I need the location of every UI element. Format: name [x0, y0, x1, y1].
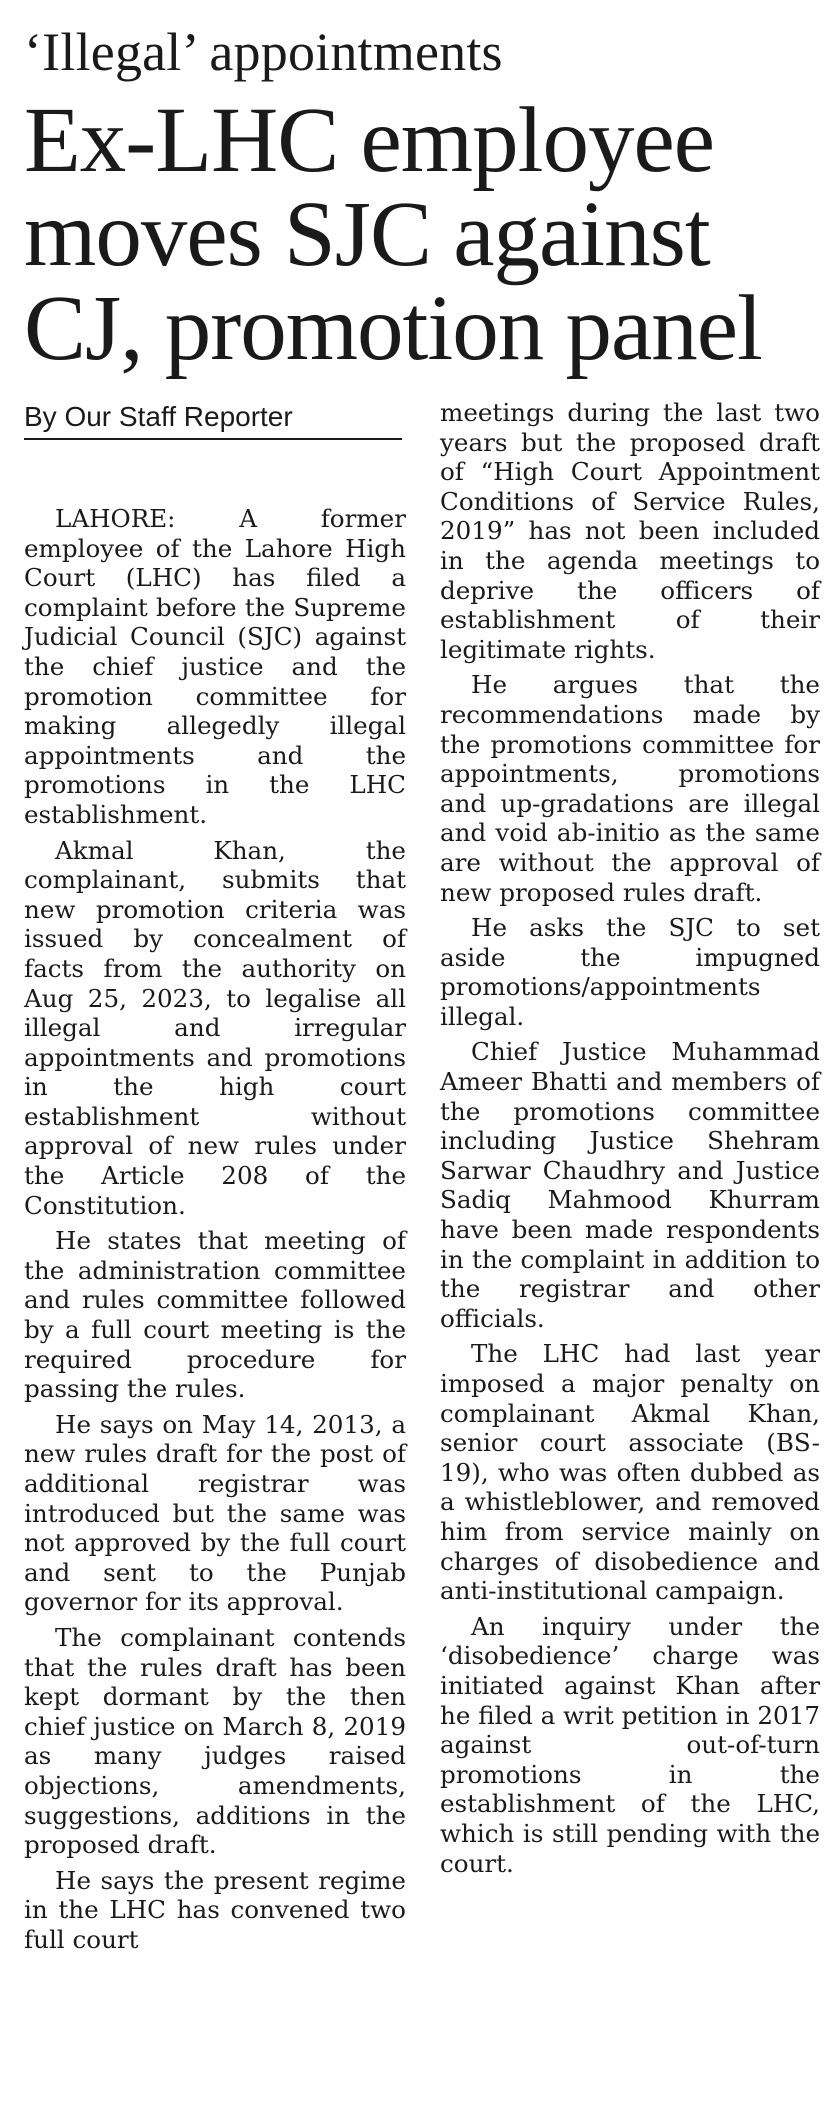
- article-column-left: [24, 504, 406, 1961]
- paragraph: The LHC had last year imposed a major penalty on complainant Akmal Khan, senior court associate (BS-19), who was often dubbed as a whistleblower, and removed him from service mainly on charges of disobedience and anti-institutional campaign.: [440, 1339, 820, 1606]
- paragraph: He says on May 14, 2013, a new rules draft for the post of additional registrar was introduced but the same was not approved by the full court and sent to the Punjab governor for its approval.: [24, 1409, 406, 1617]
- article-column-right: [440, 398, 820, 1884]
- paragraph: LAHORE: A former employee of the Lahore High Court (LHC) has filed a complaint before the Supreme Judicial Council (SJC) against the chief justice and the promotion committee for making allegedly illegal appointments and the promotions in the LHC establishment.: [24, 504, 406, 829]
- kicker: ‘Illegal’ appointments: [24, 22, 503, 82]
- paragraph: He argues that the recommendations made by the promotions committee for appointments, promotions and up-gradations are illegal and void ab-initio as the same are without the approval of new proposed rules draft.: [440, 670, 820, 907]
- paragraph: The complainant contends that the rules draft has been kept dormant by the then chief justice on March 8, 2019 as many judges raised objections, amendments, suggestions, additions in the proposed draft.: [24, 1622, 406, 1860]
- paragraph: Chief Justice Muhammad Ameer Bhatti and members of the promotions committee including Justice Shehram Sarwar Chaudhry and Justice Sadiq Mahmood Khurram have been made respondents in the complaint in addition to the registrar and other officials.: [440, 1037, 820, 1333]
- paragraph-continued: meetings during the last two years but the proposed draft of “High Court Appointment Conditions of Service Rules, 2019” has not been included in the agenda meetings to deprive the officers of establishment of their legitimate rights.: [440, 398, 820, 664]
- byline: By Our Staff Reporter: [24, 400, 402, 440]
- paragraph: Akmal Khan, the complainant, submits that new promotion criteria was issued by concealment of facts from the authority on Aug 25, 2023, to legalise all illegal and irregular appointments and promotions in the high court establishment without approval of new rules under the Article 208 of the Constitution.: [24, 835, 406, 1220]
- paragraph: He says the present regime in the LHC has convened two full court: [24, 1865, 406, 1954]
- headline-line: CJ, promotion panel: [24, 277, 762, 380]
- paragraph: He states that meeting of the administration committee and rules committee followed by a full court meeting is the required procedure for passing the rules.: [24, 1226, 406, 1404]
- paragraph: He asks the SJC to set aside the impugned promotions/appointments illegal.: [440, 913, 820, 1031]
- headline-line: Ex-LHC employee: [24, 89, 715, 192]
- paragraph: An inquiry under the ‘disobedience’ charge was initiated against Khan after he filed a writ petition in 2017 against out-of-turn promotions in the establishment of the LHC, which is still pending with the court.: [440, 1611, 820, 1878]
- headline: [24, 89, 824, 380]
- headline-line: moves SJC against: [24, 183, 710, 286]
